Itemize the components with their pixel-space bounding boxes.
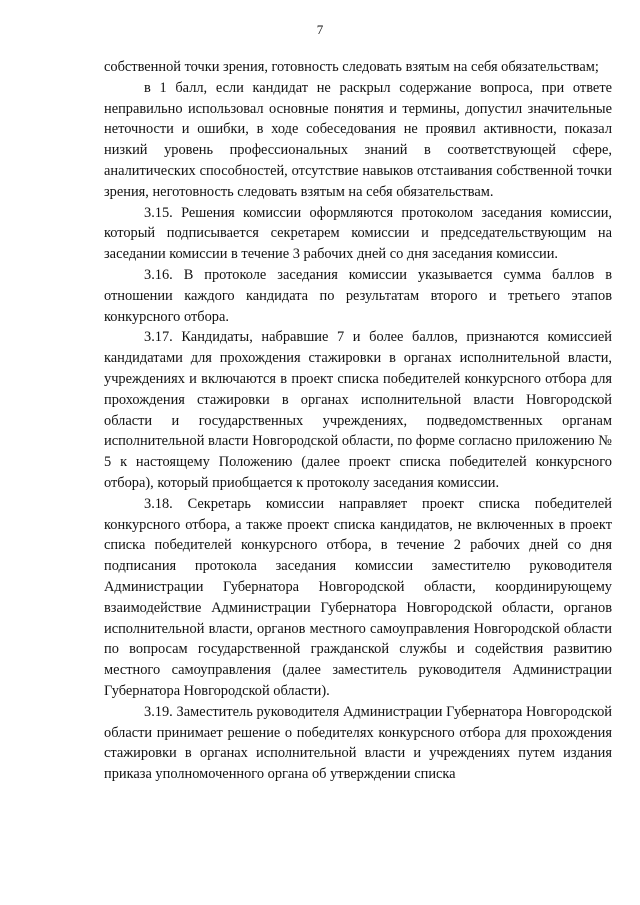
- paragraph-3-18: 3.18. Секретарь комиссии направляет проект списка победителей конкурсного отбора, а также проект списка кандидатов, не включенных в проект списка победителей конкурсного отбора, в течение 2 рабочих дней со дня подписания протокола заседания комиссии заместителю руководителя Администрации Губернатора Новгородской области, координирующему взаимодействие Администрации Губернатора Новгородской области, органов исполнительной власти, органов местного самоуправления Новгородской области по вопросам государственной гражданской службы и содействия развитию местного самоуправления (далее заместитель руководителя Администрации Губернатора Новгородской области).: [104, 495, 612, 699]
- paragraph-3-17: 3.17. Кандидаты, набравшие 7 и более баллов, признаются комиссией кандидатами для прохождения стажировки в органах исполнительной власти, учреждениях и включаются в проект списка победителей конкурсного отбора для прохождения стажировки в органах исполнительной власти Новгородской области и государственных учреждениях, подведомственных органам исполнительной власти Новгородской области, по форме согласно приложению № 5 к настоящему Положению (далее проект списка победителей конкурсного отбора), который приобщается к протоколу заседания комиссии.: [104, 329, 612, 491]
- paragraph-score-1: в 1 балл, если кандидат не раскрыл содержание вопроса, при ответе неправильно использовал основные понятия и термины, допустил значительные неточности и ошибки, в ходе собеседования не проявил активности, показал низкий уровень профессиональных знаний в соответствующей сфере, аналитических способностей, отсутствие навыков отстаивания собственной точки зрения, неготовность следовать взятым на себя обязательствам.: [104, 79, 612, 200]
- paragraph-continuation: собственной точки зрения, готовность следовать взятым на себя обязательствам;: [104, 59, 599, 75]
- page-number: 7: [316, 22, 324, 37]
- paragraph-3-19: 3.19. Заместитель руководителя Администрации Губернатора Новгородской области принимает решение о победителях конкурсного отбора для прохождения стажировки в органах исполнительной власти и учреждениях путем издания приказа уполномоченного органа об утверждении списка: [104, 703, 612, 783]
- paragraph-3-16: 3.16. В протоколе заседания комиссии указывается сумма баллов в отношении каждого кандидата по результатам второго и третьего этапов конкурсного отбора.: [104, 266, 612, 325]
- document-body: [104, 57, 612, 785]
- paragraph-3-15: 3.15. Решения комиссии оформляются протоколом заседания комиссии, который подписывается секретарем комиссии и председательствующим на заседании комиссии в течение 3 рабочих дней со дня заседания комиссии.: [104, 204, 612, 263]
